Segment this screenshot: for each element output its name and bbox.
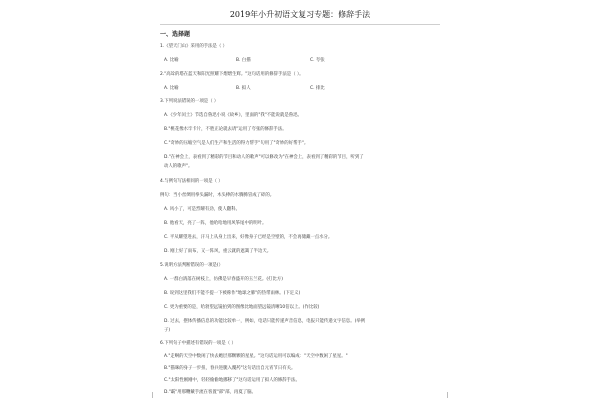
question-5-option-d: D. 过去，摆体传播信息的功能比较单一，例如，电话只能传递声音信息，电报只能传递文字信息。(举例	[164, 319, 366, 324]
question-6: 6.下列句子中描述有错误的一项是（ ）	[160, 341, 236, 346]
question-3-option-d: D."在神会上，表看到了精彩的节目和动人的歌声"可以修改为"在神会上，表看到了精彩的节目，听到了	[164, 155, 364, 160]
page-title: 2019年小升初语文复习专题：修辞手法	[229, 10, 371, 19]
question-5: 5.说明方法判断错误的一项是(）	[160, 263, 223, 268]
question-6-option-b: B."猫咪的身子一步扭，春兵进腿入覆药"这句话出自元宵节日有关。	[164, 366, 296, 371]
question-4-example: 例句：当小丝绸用拳头漏时，木头棒的水腾腾冒成了碎的。	[160, 193, 275, 198]
question-2-option-a: A. 比喻	[164, 86, 179, 91]
question-2-option-b: B. 拟人	[236, 86, 251, 91]
question-3-option-b: B."桃花像水牢卡片，不胜正论就去请"运用了夸张的修辞手法。	[164, 127, 287, 132]
question-4-option-c: C. 平从耀望进去，汗马上从身上出来，好像身子已经是空壁的，不会再储藏一点水分。	[164, 235, 333, 240]
crop-mark	[152, 392, 159, 398]
question-1: 1.《望天门山》采用的手法是（ ）	[160, 44, 228, 49]
question-1-option-c: C. 夸张	[310, 58, 325, 63]
question-6-option-a: A."走啊的天空中数闲了快去她层那颗颗的星星。"这句话运用可以编成："天空中数闲了星星。"	[164, 354, 348, 359]
question-3-option-a: A.《少年闰土》节选自鲁迅小说《故乡》，里面的"我"不能说就是鲁迅。	[164, 113, 302, 118]
question-1-option-b: B. 白描	[236, 58, 251, 63]
question-6-option-c: C."太阳性刚刚中，轻轻偷偷地挪移了"这句话运用了拟人的修辞手法。	[164, 378, 300, 383]
question-4: 4.与例句写法相同的一项是（ ）	[160, 179, 223, 184]
crop-mark	[441, 392, 448, 398]
question-2: 2."高耸的塔在蓝天和阳光照耀下熠熠生辉。"这句话用的修辞手法是（ ）。	[160, 72, 304, 77]
question-3: 3.下列说法错误的一项是（ ）	[160, 99, 219, 104]
question-6-option-d: D."霸"用那鞭戴手流在客置"部"部，再夏了脑。	[164, 390, 256, 395]
question-5-option-c: C. 更为重要的是，哈勃望远镜拍到的图像比地面望远镜清晰10倍以上。(作比较)	[164, 305, 320, 310]
question-5-option-b: B. 说到这里我们不能不提一下被称作"地球之肺"的热带雨林。(下定义)	[164, 291, 301, 296]
question-4-option-a: A. 风小了，可是烈曜有劲，使人翻科。	[164, 207, 240, 212]
question-4-option-b: B. 他看天，亮了一阵，他哈哈地用风筝尾中的明叶。	[164, 221, 267, 226]
question-3-option-c: C."奇妙的压缩空气是人们生产和生活的得力帮手"句用了"奇妙的好帮手"。	[164, 141, 309, 146]
question-3-option-d-cont: 动人的歌声"。	[164, 164, 193, 169]
question-5-option-a: A. 一群白鸽落在树枝上，仿佛是早春盛开的玉兰花。(打比方)	[164, 277, 283, 282]
question-5-option-d-cont: 子)	[164, 328, 171, 333]
question-4-option-d: D. 刚上好了雨布，又一阵风，重云就的遮篱了半边天。	[164, 249, 272, 254]
document-page	[150, 0, 450, 400]
question-2-option-c: C. 排比	[310, 86, 325, 91]
divider	[160, 24, 440, 25]
question-1-option-a: A. 比喻	[164, 58, 179, 63]
section-heading: 一、选择题	[160, 31, 191, 38]
